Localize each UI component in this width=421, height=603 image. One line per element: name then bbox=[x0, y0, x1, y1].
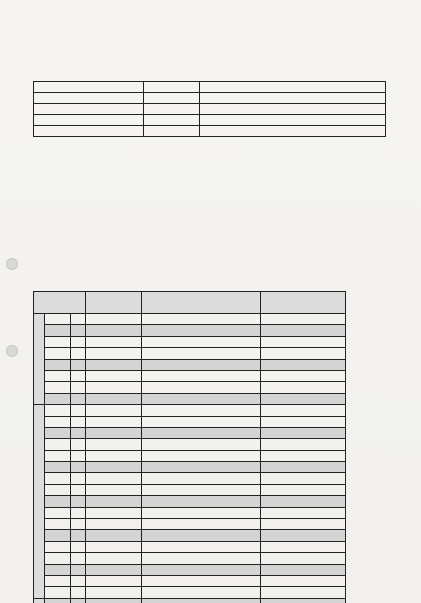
header-proben bbox=[86, 292, 142, 314]
row-pages bbox=[86, 336, 142, 347]
row-date bbox=[71, 325, 86, 336]
schedule-table bbox=[33, 291, 346, 603]
row-weekday bbox=[45, 575, 71, 586]
row-participants bbox=[142, 598, 261, 603]
row-participants bbox=[142, 439, 261, 450]
row-participants bbox=[142, 336, 261, 347]
row-participants bbox=[142, 496, 261, 507]
row-participants bbox=[142, 393, 261, 404]
schedule-row bbox=[34, 496, 346, 507]
cast-row bbox=[34, 93, 386, 104]
schedule-row bbox=[34, 416, 346, 427]
schedule-row bbox=[34, 462, 346, 473]
schedule-row bbox=[34, 519, 346, 530]
cast-row bbox=[34, 126, 386, 137]
row-remarks bbox=[261, 564, 346, 575]
schedule-row bbox=[34, 382, 346, 393]
month-label bbox=[34, 598, 45, 603]
row-participants bbox=[142, 484, 261, 495]
row-date bbox=[71, 530, 86, 541]
row-weekday bbox=[45, 530, 71, 541]
row-date bbox=[71, 416, 86, 427]
row-weekday bbox=[45, 496, 71, 507]
row-weekday bbox=[45, 519, 71, 530]
row-pages bbox=[86, 484, 142, 495]
row-date bbox=[71, 496, 86, 507]
cast-role bbox=[200, 115, 386, 126]
row-pages bbox=[86, 450, 142, 461]
row-pages bbox=[86, 427, 142, 438]
row-weekday bbox=[45, 473, 71, 484]
row-participants bbox=[142, 462, 261, 473]
schedule-row bbox=[34, 575, 346, 586]
row-participants bbox=[142, 519, 261, 530]
schedule-row bbox=[34, 439, 346, 450]
row-pages bbox=[86, 473, 142, 484]
row-remarks bbox=[261, 416, 346, 427]
row-pages bbox=[86, 496, 142, 507]
row-remarks bbox=[261, 496, 346, 507]
row-participants bbox=[142, 553, 261, 564]
row-date bbox=[71, 314, 86, 325]
row-participants bbox=[142, 325, 261, 336]
row-remarks bbox=[261, 553, 346, 564]
row-date bbox=[71, 370, 86, 381]
row-pages bbox=[86, 541, 142, 552]
row-participants bbox=[142, 370, 261, 381]
row-date bbox=[71, 439, 86, 450]
schedule-row bbox=[34, 598, 346, 603]
schedule-row bbox=[34, 427, 346, 438]
row-date bbox=[71, 473, 86, 484]
cast-role bbox=[200, 93, 386, 104]
row-participants bbox=[142, 382, 261, 393]
row-date bbox=[71, 541, 86, 552]
row-remarks bbox=[261, 439, 346, 450]
cast-abbr bbox=[144, 93, 200, 104]
schedule-row bbox=[34, 473, 346, 484]
row-pages bbox=[86, 564, 142, 575]
row-weekday bbox=[45, 382, 71, 393]
schedule-row bbox=[34, 370, 346, 381]
row-remarks bbox=[261, 473, 346, 484]
header-bemerkungen bbox=[261, 292, 346, 314]
schedule-row bbox=[34, 553, 346, 564]
row-remarks bbox=[261, 598, 346, 603]
row-remarks bbox=[261, 507, 346, 518]
row-pages bbox=[86, 519, 142, 530]
row-weekday bbox=[45, 462, 71, 473]
schedule-row bbox=[34, 450, 346, 461]
row-remarks bbox=[261, 587, 346, 598]
row-weekday bbox=[45, 393, 71, 404]
row-remarks bbox=[261, 450, 346, 461]
row-participants bbox=[142, 575, 261, 586]
row-remarks bbox=[261, 519, 346, 530]
schedule-row bbox=[34, 587, 346, 598]
row-participants bbox=[142, 530, 261, 541]
cast-row bbox=[34, 104, 386, 115]
row-remarks bbox=[261, 325, 346, 336]
row-participants bbox=[142, 450, 261, 461]
row-weekday bbox=[45, 439, 71, 450]
row-remarks bbox=[261, 575, 346, 586]
cast-abbr bbox=[144, 115, 200, 126]
schedule-row bbox=[34, 393, 346, 404]
row-date bbox=[71, 450, 86, 461]
cast-actor bbox=[34, 126, 144, 137]
row-weekday bbox=[45, 416, 71, 427]
cast-actor bbox=[34, 104, 144, 115]
row-remarks bbox=[261, 348, 346, 359]
row-date bbox=[71, 336, 86, 347]
row-pages bbox=[86, 462, 142, 473]
row-weekday bbox=[45, 336, 71, 347]
row-remarks bbox=[261, 359, 346, 370]
row-date bbox=[71, 587, 86, 598]
row-date bbox=[71, 427, 86, 438]
row-pages bbox=[86, 598, 142, 603]
row-weekday bbox=[45, 325, 71, 336]
row-weekday bbox=[45, 564, 71, 575]
schedule-row bbox=[34, 507, 346, 518]
row-weekday bbox=[45, 348, 71, 359]
row-participants bbox=[142, 416, 261, 427]
schedule-row bbox=[34, 405, 346, 416]
month-label bbox=[34, 405, 45, 599]
cast-actor bbox=[34, 82, 144, 93]
cast-actor bbox=[34, 115, 144, 126]
row-remarks bbox=[261, 462, 346, 473]
row-pages bbox=[86, 314, 142, 325]
cast-row bbox=[34, 82, 386, 93]
schedule-row bbox=[34, 541, 346, 552]
row-weekday bbox=[45, 427, 71, 438]
row-participants bbox=[142, 564, 261, 575]
row-weekday bbox=[45, 314, 71, 325]
row-pages bbox=[86, 553, 142, 564]
row-remarks bbox=[261, 370, 346, 381]
schedule-row bbox=[34, 564, 346, 575]
row-date bbox=[71, 348, 86, 359]
row-remarks bbox=[261, 393, 346, 404]
row-participants bbox=[142, 405, 261, 416]
row-date bbox=[71, 575, 86, 586]
row-date bbox=[71, 382, 86, 393]
schedule-row bbox=[34, 325, 346, 336]
row-weekday bbox=[45, 405, 71, 416]
row-date bbox=[71, 519, 86, 530]
cast-actor bbox=[34, 93, 144, 104]
row-participants bbox=[142, 314, 261, 325]
cast-abbr bbox=[144, 82, 200, 93]
row-date bbox=[71, 553, 86, 564]
row-participants bbox=[142, 587, 261, 598]
row-weekday bbox=[45, 450, 71, 461]
row-pages bbox=[86, 416, 142, 427]
row-pages bbox=[86, 575, 142, 586]
row-participants bbox=[142, 427, 261, 438]
row-participants bbox=[142, 541, 261, 552]
row-weekday bbox=[45, 359, 71, 370]
row-weekday bbox=[45, 598, 71, 603]
schedule-row bbox=[34, 314, 346, 325]
row-date bbox=[71, 359, 86, 370]
cast-role bbox=[200, 126, 386, 137]
row-pages bbox=[86, 348, 142, 359]
row-remarks bbox=[261, 530, 346, 541]
row-date bbox=[71, 507, 86, 518]
row-pages bbox=[86, 393, 142, 404]
schedule-row bbox=[34, 530, 346, 541]
row-date bbox=[71, 405, 86, 416]
row-pages bbox=[86, 325, 142, 336]
row-date bbox=[71, 564, 86, 575]
row-pages bbox=[86, 507, 142, 518]
row-pages bbox=[86, 439, 142, 450]
cast-role bbox=[200, 104, 386, 115]
cast-row bbox=[34, 115, 386, 126]
cast-abbr bbox=[144, 126, 200, 137]
header-datum bbox=[34, 292, 86, 314]
row-remarks bbox=[261, 405, 346, 416]
punch-hole-bottom bbox=[6, 345, 18, 357]
cast-role bbox=[200, 82, 386, 93]
row-participants bbox=[142, 473, 261, 484]
row-weekday bbox=[45, 587, 71, 598]
row-participants bbox=[142, 348, 261, 359]
row-remarks bbox=[261, 541, 346, 552]
row-participants bbox=[142, 359, 261, 370]
row-remarks bbox=[261, 382, 346, 393]
row-weekday bbox=[45, 507, 71, 518]
row-remarks bbox=[261, 484, 346, 495]
row-weekday bbox=[45, 370, 71, 381]
row-weekday bbox=[45, 484, 71, 495]
row-weekday bbox=[45, 541, 71, 552]
row-remarks bbox=[261, 314, 346, 325]
row-date bbox=[71, 598, 86, 603]
schedule-row bbox=[34, 336, 346, 347]
row-pages bbox=[86, 530, 142, 541]
month-label bbox=[34, 314, 45, 405]
row-participants bbox=[142, 507, 261, 518]
row-date bbox=[71, 484, 86, 495]
row-pages bbox=[86, 370, 142, 381]
schedule-row bbox=[34, 484, 346, 495]
row-weekday bbox=[45, 553, 71, 564]
row-remarks bbox=[261, 427, 346, 438]
schedule-row bbox=[34, 359, 346, 370]
cast-table bbox=[33, 81, 386, 137]
row-pages bbox=[86, 359, 142, 370]
row-remarks bbox=[261, 336, 346, 347]
header-teilnehmer bbox=[142, 292, 261, 314]
row-pages bbox=[86, 587, 142, 598]
row-pages bbox=[86, 382, 142, 393]
cast-abbr bbox=[144, 104, 200, 115]
punch-hole-top bbox=[6, 258, 18, 270]
row-date bbox=[71, 462, 86, 473]
schedule-row bbox=[34, 348, 346, 359]
row-pages bbox=[86, 405, 142, 416]
row-date bbox=[71, 393, 86, 404]
